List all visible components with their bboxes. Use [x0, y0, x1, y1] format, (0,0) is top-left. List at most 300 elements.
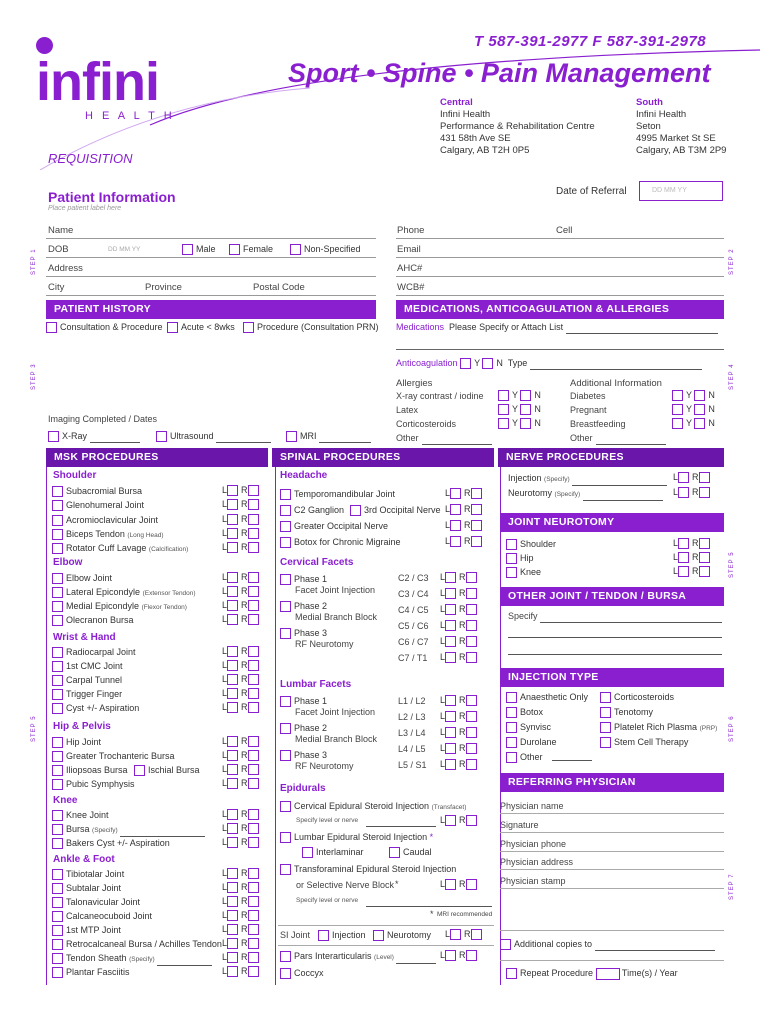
checkbox[interactable]: [227, 809, 238, 820]
checkbox[interactable]: [227, 952, 238, 963]
checkbox[interactable]: [227, 868, 238, 879]
checkbox[interactable]: [46, 322, 57, 333]
checkbox[interactable]: [52, 953, 63, 964]
checkbox[interactable]: [445, 652, 456, 663]
side-lr[interactable]: [445, 504, 485, 515]
checkbox[interactable]: [445, 636, 456, 647]
checkbox[interactable]: [52, 751, 63, 762]
checkbox[interactable]: [248, 764, 259, 775]
checkbox[interactable]: [520, 390, 531, 401]
tfesi-item[interactable]: [280, 863, 456, 877]
yes-no[interactable]: [498, 404, 541, 415]
checkbox[interactable]: [227, 764, 238, 775]
checkbox[interactable]: [466, 588, 477, 599]
checkbox[interactable]: [52, 883, 63, 894]
checkbox[interactable]: [600, 737, 611, 748]
checkbox[interactable]: [248, 823, 259, 834]
checkbox[interactable]: [678, 566, 689, 577]
side-lr[interactable]: [222, 688, 262, 699]
shoulder-item[interactable]: [52, 528, 164, 542]
checkbox[interactable]: [280, 601, 291, 612]
physician-field[interactable]: Physician phone: [500, 839, 567, 849]
checkbox[interactable]: [471, 520, 482, 531]
side-lr[interactable]: [222, 499, 262, 510]
checkbox[interactable]: [248, 528, 259, 539]
checkbox[interactable]: [52, 587, 63, 598]
checkbox[interactable]: [672, 404, 683, 415]
checkbox[interactable]: [248, 572, 259, 583]
checkbox[interactable]: [445, 950, 456, 961]
phone-field[interactable]: Phone: [397, 225, 425, 236]
checkbox[interactable]: [506, 737, 517, 748]
side-lr[interactable]: [440, 588, 480, 599]
nonspec-checkbox[interactable]: [290, 244, 301, 255]
side-lr[interactable]: [445, 929, 485, 940]
injection-type-item[interactable]: [506, 691, 588, 705]
third-occipital-item[interactable]: [350, 504, 441, 518]
checkbox[interactable]: [466, 604, 477, 615]
checkbox[interactable]: [471, 488, 482, 499]
injection-type-item[interactable]: [506, 706, 543, 720]
side-lr[interactable]: [222, 600, 262, 611]
checkbox[interactable]: [248, 837, 259, 848]
checkbox[interactable]: [694, 390, 705, 401]
times-input[interactable]: [596, 968, 620, 980]
headache-item[interactable]: [280, 520, 388, 534]
side-lr[interactable]: [673, 552, 713, 563]
side-lr[interactable]: [440, 743, 480, 754]
checkbox[interactable]: [227, 823, 238, 834]
side-lr[interactable]: [673, 538, 713, 549]
checkbox[interactable]: [350, 505, 361, 516]
side-lr[interactable]: [440, 711, 480, 722]
checkbox[interactable]: [280, 832, 291, 843]
physician-field[interactable]: Signature: [500, 820, 539, 830]
male-checkbox[interactable]: [182, 244, 193, 255]
checkbox[interactable]: [280, 505, 291, 516]
checkbox[interactable]: [227, 586, 238, 597]
checkbox[interactable]: [280, 864, 291, 875]
checkbox[interactable]: [248, 882, 259, 893]
hist-acute[interactable]: [167, 321, 235, 335]
checkbox[interactable]: [460, 358, 471, 369]
checkbox[interactable]: [445, 759, 456, 770]
ahc-field[interactable]: AHC#: [397, 263, 423, 274]
repeat-procedure[interactable]: [506, 967, 678, 981]
checkbox[interactable]: [248, 896, 259, 907]
checkbox[interactable]: [248, 750, 259, 761]
nerve-injection[interactable]: [508, 472, 667, 486]
name-field[interactable]: Name: [48, 225, 74, 236]
side-lr[interactable]: [222, 736, 262, 747]
checkbox[interactable]: [694, 404, 705, 415]
checkbox[interactable]: [389, 847, 400, 858]
side-lr[interactable]: [222, 674, 262, 685]
side-lr[interactable]: [440, 815, 480, 826]
yes-no[interactable]: [672, 418, 715, 429]
checkbox[interactable]: [248, 600, 259, 611]
side-lr[interactable]: [222, 778, 262, 789]
xray-field[interactable]: [48, 430, 140, 444]
side-lr[interactable]: [222, 750, 262, 761]
checkbox[interactable]: [678, 538, 689, 549]
checkbox[interactable]: [227, 966, 238, 977]
wcb-field[interactable]: WCB#: [397, 282, 425, 293]
side-lr[interactable]: [222, 868, 262, 879]
shoulder-item[interactable]: [52, 485, 142, 499]
checkbox[interactable]: [450, 488, 461, 499]
postal-field[interactable]: Postal Code: [253, 282, 305, 293]
injection-type-item[interactable]: [600, 736, 688, 750]
checkbox[interactable]: [466, 759, 477, 770]
checkbox[interactable]: [466, 727, 477, 738]
checkbox[interactable]: [227, 674, 238, 685]
side-lr[interactable]: [440, 636, 480, 647]
checkbox[interactable]: [248, 938, 259, 949]
checkbox[interactable]: [52, 573, 63, 584]
physician-field[interactable]: Physician name: [500, 801, 564, 811]
checkbox[interactable]: [248, 910, 259, 921]
injection-type-item[interactable]: [506, 751, 543, 765]
checkbox[interactable]: [678, 472, 689, 483]
checkbox[interactable]: [500, 939, 511, 950]
ankle-item[interactable]: [52, 882, 121, 896]
checkbox[interactable]: [52, 967, 63, 978]
headache-item[interactable]: [280, 488, 395, 502]
checkbox[interactable]: [52, 838, 63, 849]
checkbox[interactable]: [227, 910, 238, 921]
checkbox[interactable]: [52, 703, 63, 714]
checkbox[interactable]: [280, 537, 291, 548]
checkbox[interactable]: [227, 572, 238, 583]
cesi-item[interactable]: [280, 800, 466, 814]
checkbox[interactable]: [52, 515, 63, 526]
checkbox[interactable]: [600, 722, 611, 733]
checkbox[interactable]: [227, 646, 238, 657]
lesi-item[interactable]: Lumbar Epidural Steroid Injection *: [280, 831, 433, 845]
shoulder-item[interactable]: [52, 542, 188, 556]
side-lr[interactable]: [222, 837, 262, 848]
checkbox[interactable]: [52, 765, 63, 776]
checkbox[interactable]: [248, 485, 259, 496]
injection-type-item[interactable]: [506, 721, 551, 735]
side-lr[interactable]: [222, 910, 262, 921]
checkbox[interactable]: [450, 504, 461, 515]
checkbox[interactable]: [466, 695, 477, 706]
checkbox[interactable]: [52, 911, 63, 922]
checkbox[interactable]: [466, 743, 477, 754]
checkbox[interactable]: [167, 322, 178, 333]
joint-neurotomy-item[interactable]: [506, 538, 556, 552]
joint-neurotomy-item[interactable]: [506, 552, 534, 566]
side-lr[interactable]: [440, 572, 480, 583]
checkbox[interactable]: [280, 628, 291, 639]
checkbox[interactable]: [520, 418, 531, 429]
side-lr[interactable]: [445, 520, 485, 531]
headache-item[interactable]: [280, 504, 344, 518]
checkbox[interactable]: [520, 404, 531, 415]
checkbox[interactable]: [445, 604, 456, 615]
checkbox[interactable]: [248, 514, 259, 525]
checkbox[interactable]: [227, 896, 238, 907]
checkbox[interactable]: [466, 572, 477, 583]
shoulder-item[interactable]: [52, 499, 144, 513]
checkbox[interactable]: [471, 536, 482, 547]
checkbox[interactable]: [48, 431, 59, 442]
elbow-item[interactable]: [52, 600, 187, 614]
checkbox[interactable]: [445, 879, 456, 890]
checkbox[interactable]: [672, 418, 683, 429]
checkbox[interactable]: [52, 869, 63, 880]
checkbox[interactable]: [445, 743, 456, 754]
checkbox[interactable]: [52, 543, 63, 554]
checkbox[interactable]: [466, 620, 477, 631]
ankle-item[interactable]: [52, 938, 222, 952]
yes-no[interactable]: [498, 418, 541, 429]
elbow-item[interactable]: [52, 614, 134, 628]
checkbox[interactable]: [52, 601, 63, 612]
checkbox[interactable]: [248, 966, 259, 977]
checkbox[interactable]: [450, 520, 461, 531]
checkbox[interactable]: [52, 615, 63, 626]
checkbox[interactable]: [506, 539, 517, 550]
anticoag-field[interactable]: [396, 357, 702, 371]
checkbox[interactable]: [600, 707, 611, 718]
other-specify[interactable]: Specify: [508, 611, 538, 621]
checkbox[interactable]: [248, 586, 259, 597]
checkbox[interactable]: [466, 815, 477, 826]
ankle-item[interactable]: [52, 868, 124, 882]
elbow-item[interactable]: [52, 572, 112, 586]
checkbox[interactable]: [445, 620, 456, 631]
checkbox[interactable]: [600, 692, 611, 703]
checkbox[interactable]: [672, 390, 683, 401]
checkbox[interactable]: [678, 487, 689, 498]
checkbox[interactable]: [227, 750, 238, 761]
checkbox[interactable]: [280, 521, 291, 532]
side-lr[interactable]: [222, 896, 262, 907]
side-lr[interactable]: [222, 572, 262, 583]
checkbox[interactable]: [699, 472, 710, 483]
ankle-item[interactable]: [52, 896, 140, 910]
checkbox[interactable]: [506, 968, 517, 979]
side-lr[interactable]: [440, 695, 480, 706]
side-lr[interactable]: [440, 759, 480, 770]
checkbox[interactable]: [248, 809, 259, 820]
side-lr[interactable]: [222, 764, 262, 775]
knee-item[interactable]: [52, 837, 170, 851]
si-injection[interactable]: [318, 929, 366, 943]
checkbox[interactable]: [52, 486, 63, 497]
female-checkbox[interactable]: [229, 244, 240, 255]
checkbox[interactable]: [156, 431, 167, 442]
mri-field[interactable]: [286, 430, 371, 444]
side-lr[interactable]: [222, 485, 262, 496]
checkbox[interactable]: [227, 938, 238, 949]
checkbox[interactable]: [506, 567, 517, 578]
side-lr[interactable]: [440, 620, 480, 631]
checkbox[interactable]: [699, 552, 710, 563]
checkbox[interactable]: [248, 778, 259, 789]
checkbox[interactable]: [506, 692, 517, 703]
checkbox[interactable]: [227, 600, 238, 611]
checkbox[interactable]: [227, 688, 238, 699]
hist-procedure[interactable]: [243, 321, 379, 335]
yes-no[interactable]: [672, 390, 715, 401]
checkbox[interactable]: [498, 418, 509, 429]
checkbox[interactable]: [445, 695, 456, 706]
sex-female[interactable]: [229, 243, 273, 257]
side-lr[interactable]: [440, 727, 480, 738]
checkbox[interactable]: [318, 930, 329, 941]
checkbox[interactable]: [694, 418, 705, 429]
side-lr[interactable]: [222, 646, 262, 657]
city-field[interactable]: City: [48, 282, 65, 293]
checkbox[interactable]: [227, 736, 238, 747]
wrist-item[interactable]: [52, 702, 139, 716]
cell-field[interactable]: Cell: [556, 225, 573, 236]
checkbox[interactable]: [52, 689, 63, 700]
side-lr[interactable]: [673, 472, 713, 483]
checkbox[interactable]: [227, 499, 238, 510]
checkbox[interactable]: [227, 778, 238, 789]
wrist-item[interactable]: [52, 646, 136, 660]
checkbox[interactable]: [466, 636, 477, 647]
side-lr[interactable]: [440, 950, 480, 961]
side-lr[interactable]: [222, 882, 262, 893]
side-lr[interactable]: [222, 586, 262, 597]
ankle-item[interactable]: [52, 910, 152, 924]
side-lr[interactable]: [445, 488, 485, 499]
side-lr[interactable]: [445, 536, 485, 547]
wrist-item[interactable]: [52, 688, 122, 702]
knee-item[interactable]: [52, 823, 205, 837]
checkbox[interactable]: [52, 939, 63, 950]
checkbox[interactable]: [248, 542, 259, 553]
checkbox[interactable]: [445, 815, 456, 826]
wrist-item[interactable]: [52, 674, 122, 688]
physician-field[interactable]: Physician address: [500, 857, 574, 867]
checkbox[interactable]: [506, 722, 517, 733]
checkbox[interactable]: [227, 514, 238, 525]
checkbox[interactable]: [699, 538, 710, 549]
sex-nonspec[interactable]: [290, 243, 361, 257]
checkbox[interactable]: [227, 702, 238, 713]
side-lr[interactable]: [222, 952, 262, 963]
checkbox[interactable]: [134, 765, 145, 776]
interlaminar-item[interactable]: [302, 846, 364, 860]
wrist-item[interactable]: [52, 660, 123, 674]
side-lr[interactable]: [222, 702, 262, 713]
checkbox[interactable]: [227, 660, 238, 671]
ankle-item[interactable]: [52, 966, 130, 980]
nerve-neurotomy[interactable]: [508, 487, 663, 501]
yes-no[interactable]: [498, 390, 541, 401]
physician-field[interactable]: Physician stamp: [500, 876, 566, 886]
checkbox[interactable]: [280, 968, 291, 979]
checkbox[interactable]: [52, 779, 63, 790]
checkbox[interactable]: [227, 882, 238, 893]
checkbox[interactable]: [52, 737, 63, 748]
checkbox[interactable]: [445, 588, 456, 599]
checkbox[interactable]: [445, 572, 456, 583]
additional-copies[interactable]: [500, 938, 715, 952]
caudal-item[interactable]: [389, 846, 432, 860]
headache-item[interactable]: [280, 536, 401, 550]
checkbox[interactable]: [52, 500, 63, 511]
shoulder-item[interactable]: [52, 514, 158, 528]
checkbox[interactable]: [466, 950, 477, 961]
checkbox[interactable]: [248, 952, 259, 963]
checkbox[interactable]: [248, 702, 259, 713]
side-lr[interactable]: [222, 660, 262, 671]
checkbox[interactable]: [52, 529, 63, 540]
checkbox[interactable]: [678, 552, 689, 563]
checkbox[interactable]: [248, 736, 259, 747]
side-lr[interactable]: [222, 966, 262, 977]
hip-item[interactable]: [52, 736, 101, 750]
coccyx-item[interactable]: [280, 967, 324, 981]
checkbox[interactable]: [248, 614, 259, 625]
checkbox[interactable]: [506, 553, 517, 564]
checkbox[interactable]: [466, 711, 477, 722]
checkbox[interactable]: [286, 431, 297, 442]
checkbox[interactable]: [373, 930, 384, 941]
injection-type-item[interactable]: [506, 736, 557, 750]
checkbox[interactable]: [52, 925, 63, 936]
checkbox[interactable]: [506, 752, 517, 763]
province-field[interactable]: Province: [145, 282, 182, 293]
side-lr[interactable]: [673, 487, 713, 498]
referral-date-input[interactable]: DD MM YY: [639, 181, 723, 201]
side-lr[interactable]: [222, 924, 262, 935]
checkbox[interactable]: [227, 837, 238, 848]
checkbox[interactable]: [280, 696, 291, 707]
checkbox[interactable]: [450, 929, 461, 940]
knee-item[interactable]: [52, 809, 109, 823]
checkbox[interactable]: [227, 542, 238, 553]
checkbox[interactable]: [302, 847, 313, 858]
side-lr[interactable]: [222, 938, 262, 949]
sex-male[interactable]: [182, 243, 216, 257]
checkbox[interactable]: [280, 489, 291, 500]
checkbox[interactable]: [498, 390, 509, 401]
side-lr[interactable]: [222, 614, 262, 625]
ultrasound-field[interactable]: [156, 430, 271, 444]
checkbox[interactable]: [280, 723, 291, 734]
checkbox[interactable]: [445, 711, 456, 722]
checkbox[interactable]: [280, 951, 291, 962]
checkbox[interactable]: [52, 897, 63, 908]
joint-neurotomy-item[interactable]: [506, 566, 541, 580]
side-lr[interactable]: [222, 823, 262, 834]
checkbox[interactable]: [227, 485, 238, 496]
checkbox[interactable]: [466, 879, 477, 890]
checkbox[interactable]: [52, 824, 63, 835]
ankle-item[interactable]: [52, 952, 212, 966]
checkbox[interactable]: [280, 801, 291, 812]
pars-item[interactable]: [280, 950, 436, 964]
hist-consult[interactable]: [46, 321, 163, 335]
checkbox[interactable]: [248, 660, 259, 671]
checkbox[interactable]: [248, 868, 259, 879]
checkbox[interactable]: [243, 322, 254, 333]
hip-item[interactable]: [52, 778, 135, 792]
side-lr[interactable]: [440, 652, 480, 663]
checkbox[interactable]: [280, 750, 291, 761]
checkbox[interactable]: [445, 727, 456, 738]
checkbox[interactable]: [506, 707, 517, 718]
